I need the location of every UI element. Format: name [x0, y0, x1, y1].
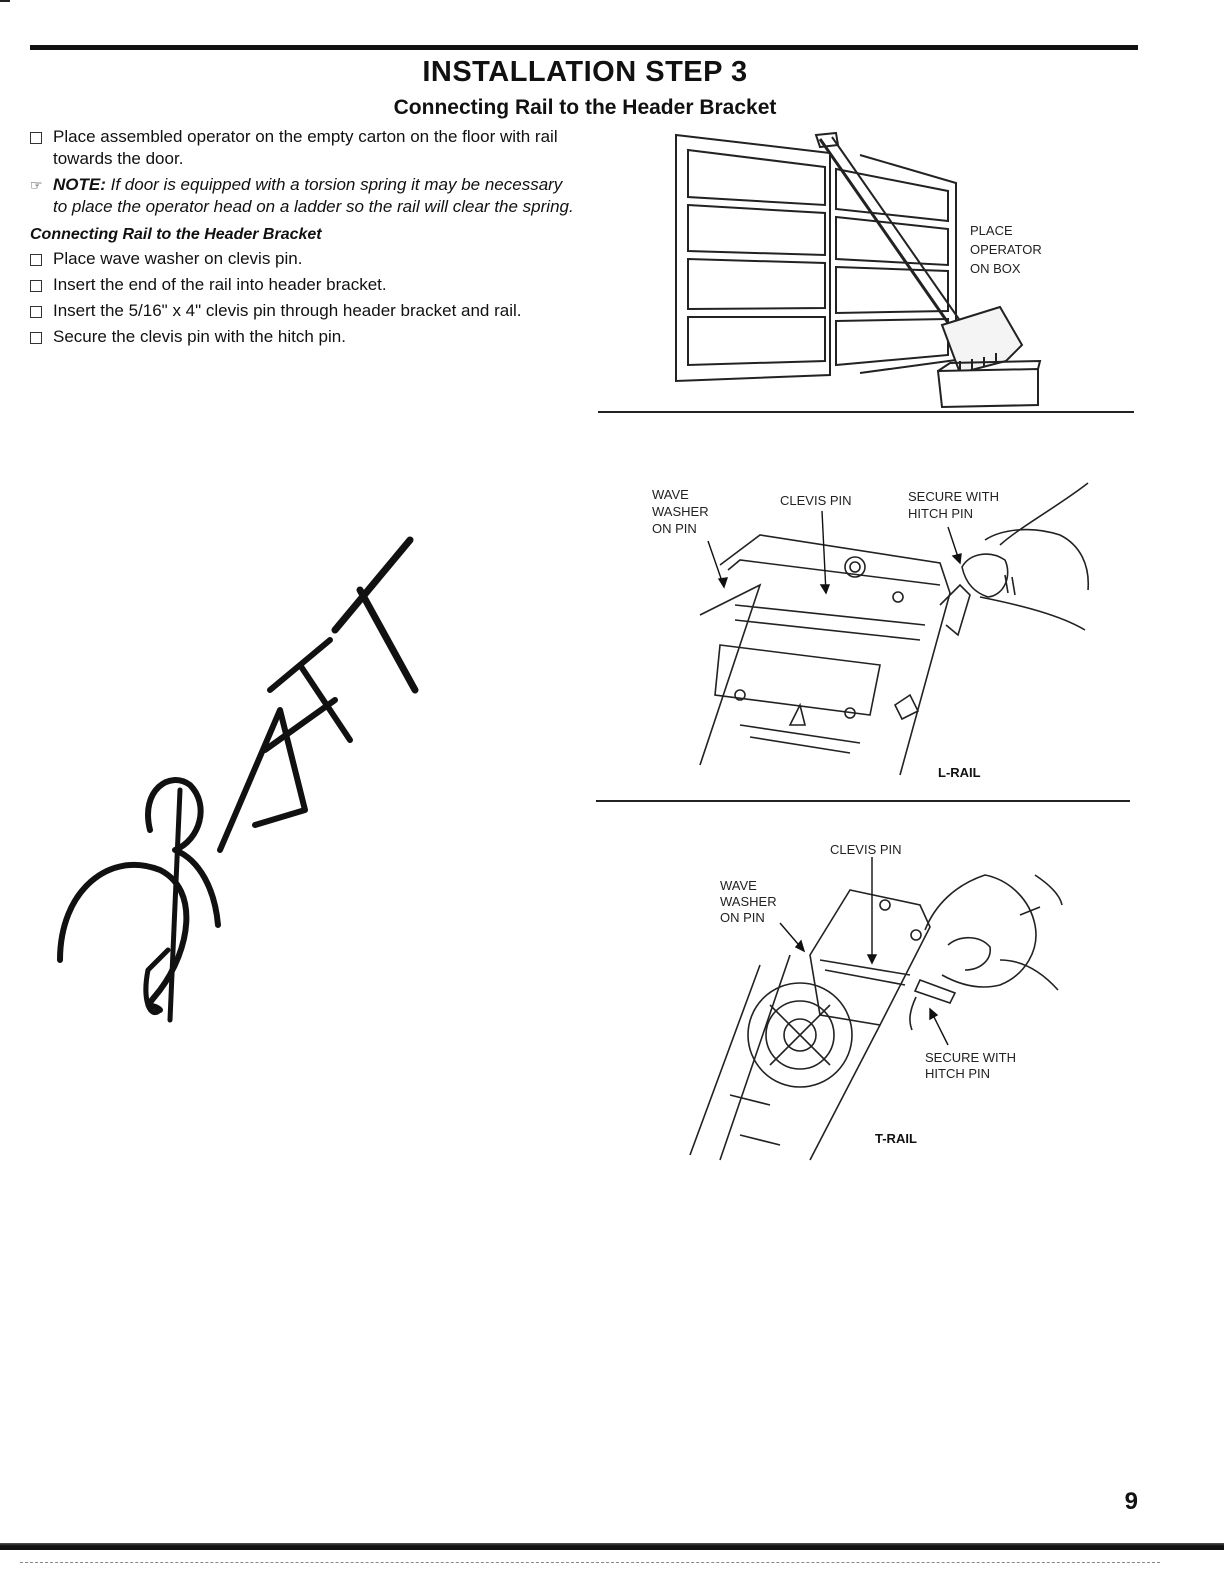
- carton-box: [938, 369, 1038, 407]
- page-title: INSTALLATION STEP 3: [422, 56, 748, 88]
- checkbox-icon: [30, 280, 42, 292]
- l-rail-illustration: [640, 475, 1110, 800]
- instruction-item: [30, 126, 575, 170]
- figure-divider: [598, 411, 1134, 413]
- checkbox-icon: [30, 332, 42, 344]
- note-label: NOTE:: [53, 175, 106, 194]
- instruction-text: Insert the end of the rail into header bracket.: [53, 275, 387, 294]
- checkbox-icon: [30, 254, 42, 266]
- clevis-pin-label: CLEVIS PIN: [830, 842, 902, 857]
- instruction-text: Insert the 5/16" x 4" clevis pin through header bracket and rail.: [53, 301, 522, 320]
- wave-washer-label: ON PIN: [652, 521, 697, 536]
- secure-hitch-label: SECURE WITH: [908, 489, 999, 504]
- secure-hitch-label: HITCH PIN: [925, 1066, 990, 1081]
- door-operator-illustration: [660, 125, 1080, 415]
- place-label-line: ON BOX: [970, 261, 1021, 276]
- wave-washer-label: WAVE: [652, 487, 689, 502]
- secure-hitch-label: SECURE WITH: [925, 1050, 1016, 1065]
- place-label-line: OPERATOR: [970, 242, 1042, 257]
- t-rail-illustration: [680, 835, 1080, 1170]
- bottom-rule: [0, 1543, 1224, 1550]
- rail-type-label: T-RAIL: [875, 1131, 917, 1146]
- hand-outline: [925, 875, 1036, 987]
- top-rule: [30, 45, 1138, 50]
- rail-type-label: L-RAIL: [938, 765, 981, 780]
- page-number: 9: [1124, 1488, 1138, 1515]
- wave-washer-label: WAVE: [720, 878, 757, 893]
- instruction-item: [30, 326, 575, 348]
- place-label-line: PLACE: [970, 223, 1013, 238]
- secure-hitch-label: HITCH PIN: [908, 506, 973, 521]
- wave-washer-label: WASHER: [652, 504, 709, 519]
- instruction-text: Place wave washer on clevis pin.: [53, 249, 303, 268]
- instruction-item: [30, 274, 575, 296]
- rail: [820, 139, 960, 340]
- note-block: [30, 174, 575, 218]
- clevis-pin-label: CLEVIS PIN: [780, 493, 852, 508]
- hitch-pin: [915, 980, 955, 1003]
- hand-outline: [1000, 483, 1088, 545]
- corner-mark: [0, 0, 10, 2]
- bottom-dashed-rule: [20, 1562, 1160, 1564]
- thumb: [962, 554, 1008, 597]
- wave-washer-label: ON PIN: [720, 910, 765, 925]
- draft-stamp: [50, 530, 430, 1030]
- instruction-item: [30, 248, 575, 270]
- wave-washer-label: WASHER: [720, 894, 777, 909]
- figure-divider: [596, 800, 1130, 802]
- section-subheading: Connecting Rail to the Header Bracket: [30, 226, 322, 243]
- instruction-text: Place assembled operator on the empty carton on the floor with rail towards the door.: [53, 127, 558, 168]
- instruction-item: [30, 300, 575, 322]
- checkbox-icon: [30, 306, 42, 318]
- checkbox-icon: [30, 132, 42, 144]
- instruction-text: Secure the clevis pin with the hitch pin.: [53, 327, 346, 346]
- instructions: [30, 126, 575, 352]
- note-text: If door is equipped with a torsion spring it may be necessary to place the operator head on a ladder so the rail will clear the spring.: [53, 175, 574, 216]
- page-subtitle: Connecting Rail to the Header Bracket: [393, 96, 777, 119]
- pointing-hand-icon: ☞: [30, 177, 43, 193]
- door-frame-left: [676, 135, 830, 381]
